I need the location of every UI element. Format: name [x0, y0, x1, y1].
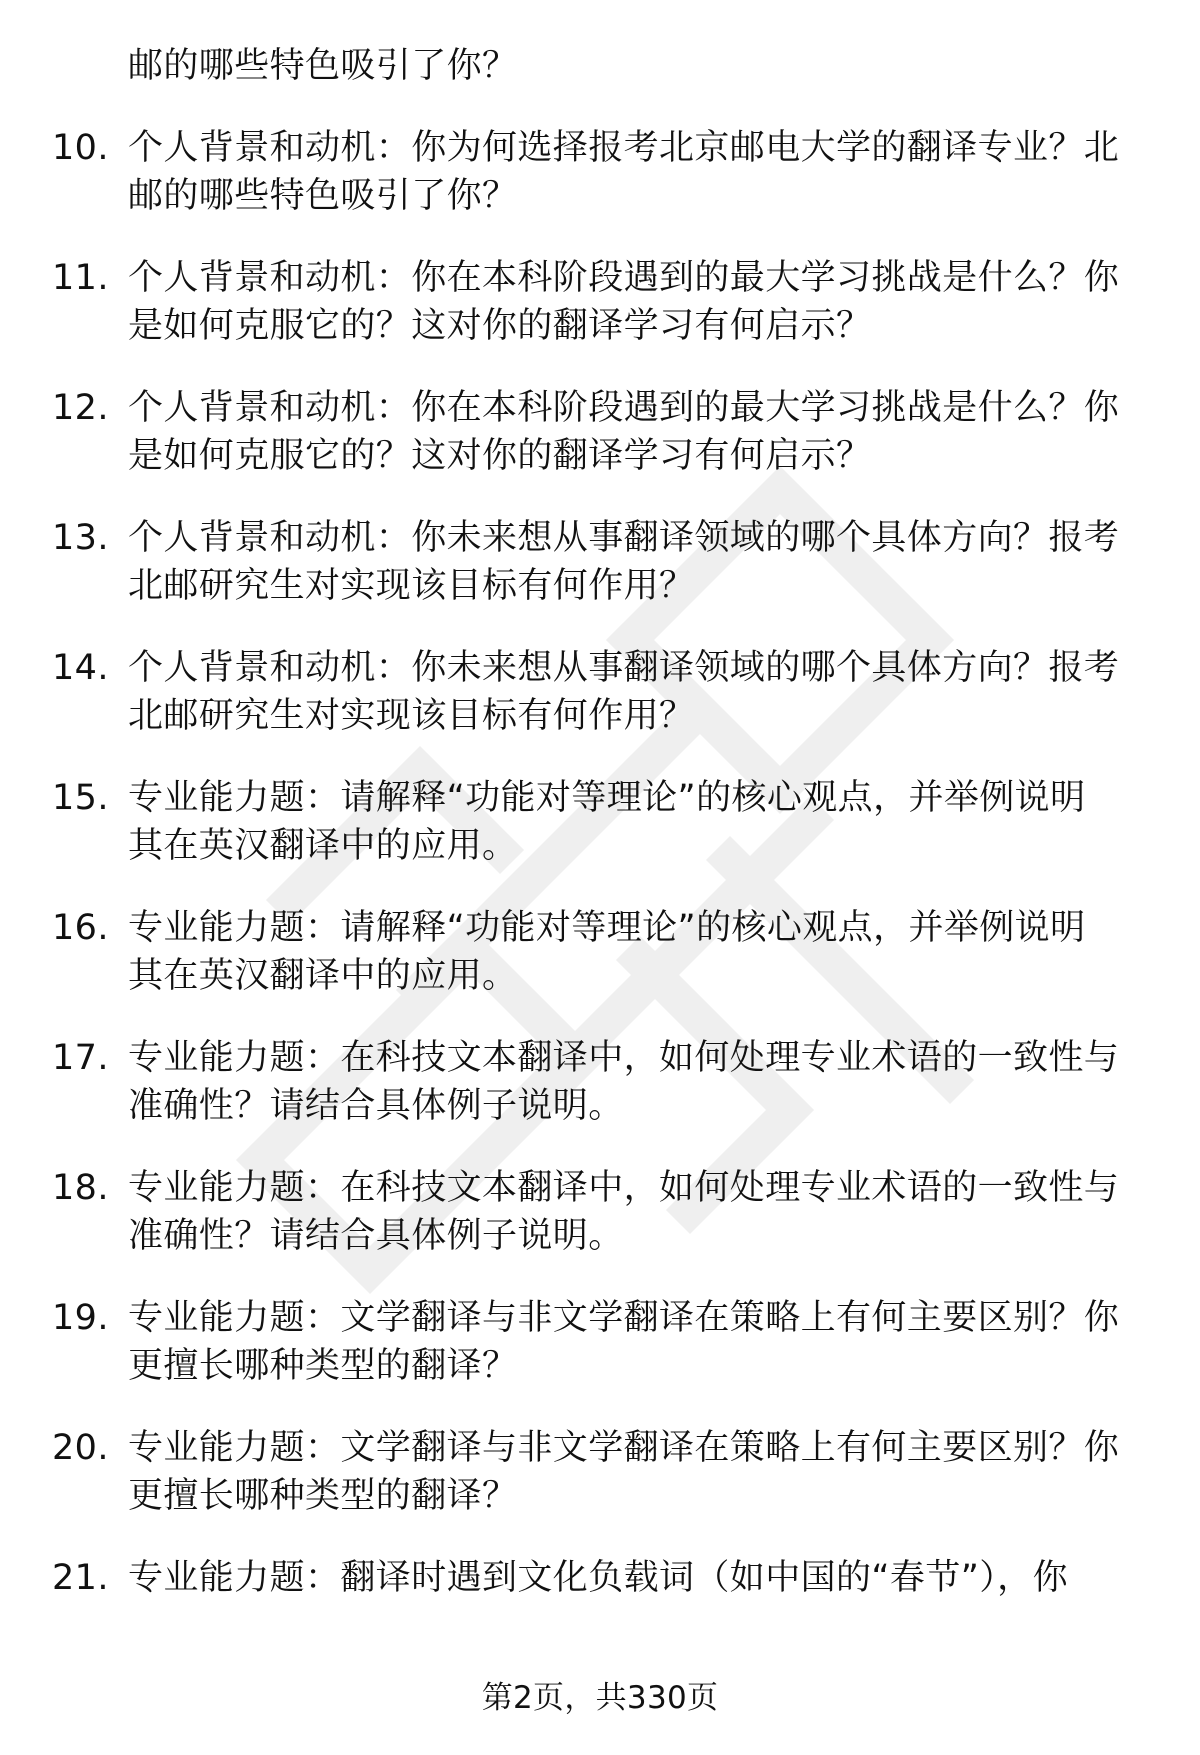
question-text	[128, 774, 1148, 870]
question-item	[52, 904, 1148, 1000]
question-number: 14.	[52, 648, 109, 688]
question-line: 专业能力题：请解释“功能对等理论”的核心观点，并举例说明	[128, 908, 1086, 948]
question-line: 专业能力题：文学翻译与非文学翻译在策略上有何主要区别？你	[128, 1298, 1120, 1338]
question-item	[52, 1294, 1148, 1390]
question-line: 是如何克服它的？这对你的翻译学习有何启示？	[128, 436, 872, 476]
question-text	[128, 1424, 1148, 1520]
question-text	[128, 1164, 1148, 1260]
question-text	[128, 384, 1148, 480]
question-text	[128, 1034, 1148, 1130]
question-line: 个人背景和动机：你在本科阶段遇到的最大学习挑战是什么？你	[128, 388, 1120, 428]
question-line: 准确性？请结合具体例子说明。	[128, 1216, 624, 1256]
question-line: 更擅长哪种类型的翻译？	[128, 1476, 518, 1516]
question-item	[52, 124, 1148, 220]
question-number: 18.	[52, 1168, 109, 1208]
question-item	[52, 1164, 1148, 1260]
question-line: 个人背景和动机：你为何选择报考北京邮电大学的翻译专业？北	[128, 128, 1120, 168]
question-line: 是如何克服它的？这对你的翻译学习有何启示？	[128, 306, 872, 346]
question-item	[52, 644, 1148, 740]
question-number: 11.	[52, 258, 109, 298]
question-number: 21.	[52, 1558, 109, 1598]
question-line: 其在英汉翻译中的应用。	[128, 956, 518, 996]
question-text	[128, 1294, 1148, 1390]
question-number: 17.	[52, 1038, 109, 1078]
question-line: 北邮研究生对实现该目标有何作用？	[128, 566, 695, 606]
question-item	[52, 254, 1148, 350]
question-number: 16.	[52, 908, 109, 948]
question-text	[128, 124, 1148, 220]
question-number: 15.	[52, 778, 109, 818]
question-item	[52, 1554, 1148, 1602]
question-line: 专业能力题：翻译时遇到文化负载词（如中国的“春节”），你	[128, 1558, 1068, 1598]
question-number: 13.	[52, 518, 109, 558]
question-list	[52, 42, 1148, 1636]
question-line: 其在英汉翻译中的应用。	[128, 826, 518, 866]
page-footer: 第2页，共330页	[481, 1680, 719, 1716]
question-item	[52, 384, 1148, 480]
question-text	[128, 514, 1148, 610]
question-item	[52, 1034, 1148, 1130]
question-line: 专业能力题：在科技文本翻译中，如何处理专业术语的一致性与	[128, 1038, 1120, 1078]
question-number: 10.	[52, 128, 109, 168]
question-line: 准确性？请结合具体例子说明。	[128, 1086, 624, 1126]
question-item	[52, 774, 1148, 870]
question-line: 更擅长哪种类型的翻译？	[128, 1346, 518, 1386]
question-number: 20.	[52, 1428, 109, 1468]
question-line: 个人背景和动机：你未来想从事翻译领域的哪个具体方向？报考	[128, 518, 1120, 558]
question-line: 北邮研究生对实现该目标有何作用？	[128, 696, 695, 736]
continuation-line: 邮的哪些特色吸引了你？	[128, 46, 518, 86]
question-line: 专业能力题：在科技文本翻译中，如何处理专业术语的一致性与	[128, 1168, 1120, 1208]
question-text	[128, 1554, 1148, 1602]
question-text	[128, 904, 1148, 1000]
question-line: 专业能力题：文学翻译与非文学翻译在策略上有何主要区别？你	[128, 1428, 1120, 1468]
question-item	[52, 514, 1148, 610]
question-line: 个人背景和动机：你在本科阶段遇到的最大学习挑战是什么？你	[128, 258, 1120, 298]
question-item	[52, 1424, 1148, 1520]
question-text	[128, 254, 1148, 350]
question-number: 19.	[52, 1298, 109, 1338]
question-text	[128, 644, 1148, 740]
question-line: 个人背景和动机：你未来想从事翻译领域的哪个具体方向？报考	[128, 648, 1120, 688]
question-line: 邮的哪些特色吸引了你？	[128, 176, 518, 216]
question-number: 12.	[52, 388, 109, 428]
question-line: 专业能力题：请解释“功能对等理论”的核心观点，并举例说明	[128, 778, 1086, 818]
